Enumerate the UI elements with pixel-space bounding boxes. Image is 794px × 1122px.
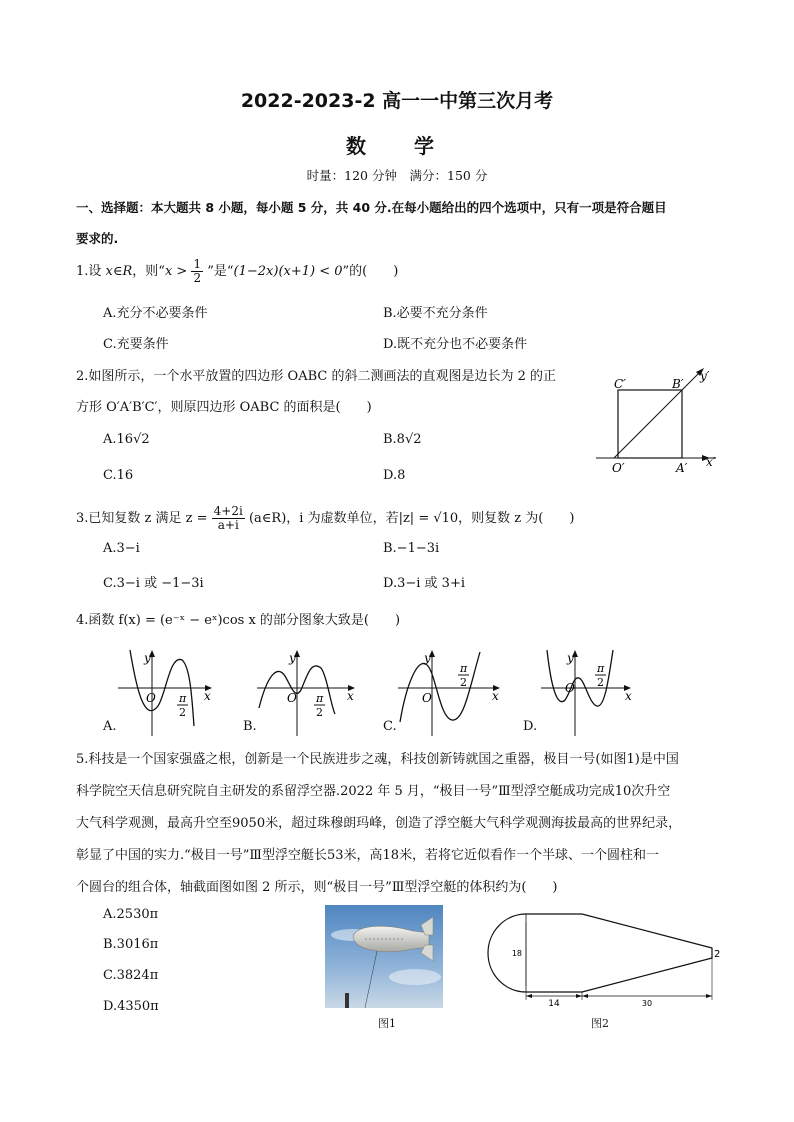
y-axis	[614, 372, 700, 458]
question-1: 1.设 x∈R，则“x > $\frac{1}{2}$ ”是“(1−2x)(x+1) < 0”的( )	[76, 257, 399, 285]
label-o: O′	[612, 461, 625, 474]
svg-text:2: 2	[179, 706, 186, 719]
q4-option-b: B.	[243, 719, 257, 734]
svg-text:O: O	[565, 681, 575, 695]
svg-text:y: y	[567, 651, 574, 665]
q3-option-b: B.−1−3i	[383, 541, 440, 556]
label-a: A′	[676, 461, 688, 474]
q4-option-c: C.	[383, 719, 397, 734]
question-3: 3.已知复数 z 满足 z = $\frac{4+2i}{a+i}$ (a∈R)，i 为虚数单位，若|z| = √10，则复数 z 为( )	[76, 504, 575, 532]
section-heading-line2: 要求的.	[76, 231, 119, 246]
q3-option-d: D.3−i 或 3+i	[383, 576, 465, 591]
question-5-line3: 大气科学观测，最高升空至9050米，超过珠穆朗玛峰，创造了浮空艇大气科学观测海拔最高的世界纪录，	[76, 816, 682, 831]
figure-2-caption: 图2	[591, 1017, 609, 1030]
svg-text:x: x	[204, 689, 211, 703]
q4-graph-b	[245, 646, 367, 738]
q2-option-c: C.16	[103, 468, 134, 483]
svg-text:O: O	[422, 691, 432, 705]
exam-info: 时量：120 分钟 满分：150 分	[306, 168, 488, 183]
fraction-one-half: $\frac{1}{2}$	[193, 257, 202, 285]
svg-text:π: π	[316, 692, 324, 705]
q4-graph-c	[390, 646, 512, 738]
curve-c	[400, 652, 480, 722]
figure-1-caption: 图1	[378, 1017, 396, 1030]
q5-option-b: B.3016π	[103, 937, 159, 952]
question-5-line2: 科学院空天信息研究院自主研发的系留浮空器.2022 年 5 月，“极目一号”Ⅲ型浮空艇成功完成10次升空	[76, 784, 671, 799]
q3-option-a: A.3−i	[103, 541, 140, 556]
label-y: y′	[700, 369, 710, 383]
q1-option-b: B.必要不充分条件	[383, 306, 488, 321]
q2-square-figure	[596, 366, 722, 474]
dim-14: 14	[548, 999, 560, 1008]
q5-option-a: A.2530π	[103, 907, 159, 922]
airship-photo	[325, 905, 443, 1008]
q1-option-d: D.既不充分也不必要条件	[383, 337, 528, 352]
label-b: B′	[672, 377, 684, 391]
exam-title: 2022-2023-2 高一一中第三次月考	[240, 90, 554, 112]
label-x: x′	[706, 455, 716, 469]
label-c: C′	[614, 377, 626, 391]
svg-text:y: y	[424, 651, 431, 665]
q2-option-a: A.16√2	[103, 432, 150, 447]
dim-30: 30	[641, 999, 653, 1008]
svg-text:2: 2	[597, 676, 604, 689]
q5-option-d: D.4350π	[103, 999, 159, 1014]
subject-title: 数 学	[346, 134, 448, 158]
svg-text:π: π	[597, 662, 605, 675]
q1-option-a: A.充分不必要条件	[103, 306, 208, 321]
question-5-line4: 彰显了中国的实力.“极目一号”Ⅲ型浮空艇长53米，高18米，若将它近似看作一个半球、一个圆柱和一	[76, 848, 660, 863]
svg-text:x: x	[492, 689, 499, 703]
dim-2: 2	[714, 949, 721, 960]
airship-cross-section	[486, 908, 726, 1008]
question-2-line2: 方形 O′A′B′C′，则原四边形 OABC 的面积是( )	[76, 400, 372, 415]
svg-text:x: x	[625, 689, 632, 703]
svg-text:y: y	[289, 651, 296, 665]
svg-text:2: 2	[316, 706, 323, 719]
q4-option-d: D.	[523, 719, 538, 734]
question-2-line1: 2.如图所示，一个水平放置的四边形 OABC 的斜二测画法的直观图是边长为 2 的正	[76, 369, 556, 384]
question-5-line1: 5.科技是一个国家强盛之根，创新是一个民族进步之魂，科技创新铸就国之重器，极目一号(如图1)是中国	[76, 752, 679, 767]
svg-text:π: π	[179, 692, 187, 705]
svg-text:O: O	[146, 691, 156, 705]
question-4: 4.函数 f(x) = (e⁻ˣ − eˣ)cos x 的部分图象大致是( )	[76, 613, 401, 628]
q4-graph-d	[535, 646, 657, 738]
question-5-line5: 个圆台的组合体，轴截面图如图 2 所示，则“极目一号”Ⅲ型浮空艇的体积约为( )	[76, 880, 558, 895]
q3-option-c: C.3−i 或 −1−3i	[103, 576, 204, 591]
q4-graph-a	[100, 646, 222, 738]
q1-option-c: C.充要条件	[103, 337, 169, 352]
q2-option-b: B.8√2	[383, 432, 422, 447]
q4-option-a: A.	[103, 719, 117, 734]
fraction-4-2i-over-a-i: $\frac{4+2i}{a+i}$	[213, 504, 243, 532]
svg-text:y: y	[144, 651, 151, 665]
svg-text:2: 2	[460, 676, 467, 689]
q5-option-c: C.3824π	[103, 968, 159, 983]
svg-text:x: x	[347, 689, 354, 703]
svg-text:π: π	[460, 662, 468, 675]
q2-option-d: D.8	[383, 468, 406, 483]
section-heading-line1: 一、选择题：本大题共 8 小题，每小题 5 分，共 40 分.在每小题给出的四个选项中，只有一项是符合题目	[76, 200, 667, 215]
dim-18: 18	[511, 949, 522, 958]
svg-text:O: O	[287, 691, 297, 705]
